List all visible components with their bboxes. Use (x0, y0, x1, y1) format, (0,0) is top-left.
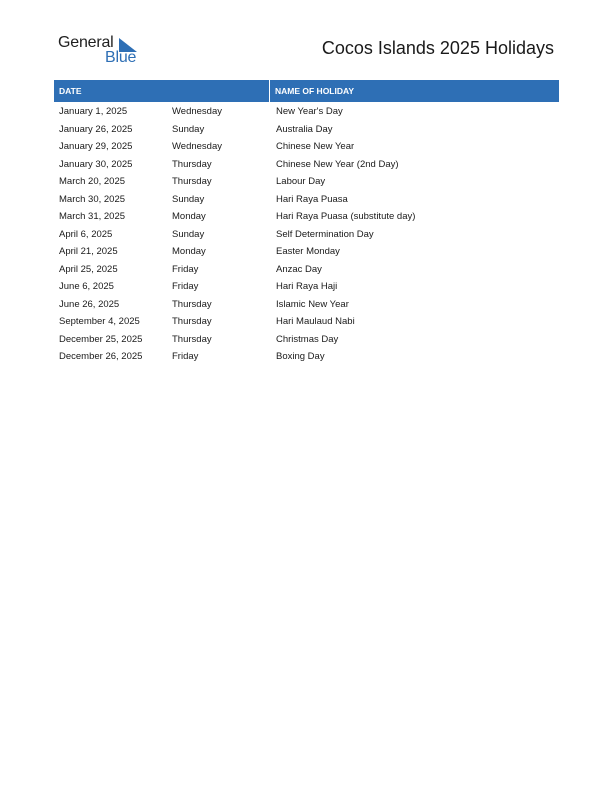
holiday-name-cell: Islamic New Year (276, 298, 349, 310)
holiday-date-cell: January 29, 2025 (59, 141, 133, 153)
holiday-name-cell: Hari Raya Puasa (276, 193, 348, 205)
holiday-weekday-cell: Thursday (172, 158, 212, 170)
holiday-date-cell: March 31, 2025 (59, 211, 126, 223)
table-row (54, 226, 559, 244)
holiday-weekday-cell: Monday (172, 246, 206, 258)
holiday-name-cell: Anzac Day (276, 263, 322, 275)
holiday-date-cell: September 4, 2025 (59, 316, 140, 328)
holiday-weekday-cell: Thursday (172, 298, 212, 310)
holiday-weekday-cell: Sunday (172, 123, 205, 135)
table-row (54, 191, 559, 209)
holiday-name-cell: New Year's Day (276, 106, 343, 118)
holiday-table (54, 80, 559, 366)
holiday-name-cell: Christmas Day (276, 333, 339, 345)
holiday-date-cell: April 25, 2025 (59, 263, 118, 275)
holiday-name-cell: Labour Day (276, 176, 326, 188)
holiday-weekday-cell: Sunday (172, 228, 205, 240)
table-header (54, 80, 559, 102)
table-row (54, 138, 559, 156)
holiday-weekday-cell: Wednesday (172, 106, 222, 118)
holiday-weekday-cell: Thursday (172, 316, 212, 328)
holiday-name-cell: Chinese New Year (276, 141, 355, 153)
holiday-weekday-cell: Thursday (172, 333, 212, 345)
logo-blue-text: Blue (105, 49, 137, 66)
holiday-date-cell: January 26, 2025 (59, 123, 133, 135)
holiday-date-cell: January 1, 2025 (59, 106, 128, 118)
table-row (54, 173, 559, 191)
holiday-weekday-cell: Monday (172, 211, 206, 223)
column-header-date: DATE (54, 80, 270, 102)
table-row (54, 208, 559, 226)
holiday-date-cell: April 21, 2025 (59, 246, 118, 258)
holiday-name-cell: Self Determination Day (276, 228, 374, 240)
holiday-date-cell: December 26, 2025 (59, 351, 143, 363)
holiday-name-cell: Hari Raya Puasa (substitute day) (276, 211, 416, 223)
table-row (54, 243, 559, 261)
holiday-weekday-cell: Friday (172, 263, 199, 275)
holiday-name-cell: Hari Raya Haji (276, 281, 338, 293)
table-row (54, 348, 559, 366)
holiday-date-cell: June 6, 2025 (59, 281, 114, 293)
table-row (54, 296, 559, 314)
holiday-weekday-cell: Friday (172, 351, 199, 363)
holiday-name-cell: Easter Monday (276, 246, 340, 258)
table-row (54, 121, 559, 139)
table-row (54, 331, 559, 349)
holiday-name-cell: Boxing Day (276, 351, 325, 363)
page-title: Cocos Islands 2025 Holidays (321, 38, 554, 58)
holiday-date-cell: March 30, 2025 (59, 193, 126, 205)
holiday-date-cell: January 30, 2025 (59, 158, 133, 170)
holiday-weekday-cell: Wednesday (172, 141, 222, 153)
holiday-name-cell: Australia Day (276, 123, 333, 135)
holiday-date-cell: June 26, 2025 (59, 298, 120, 310)
holiday-name-cell: Hari Maulaud Nabi (276, 316, 355, 328)
column-header-name: NAME OF HOLIDAY (275, 86, 355, 96)
logo (58, 34, 148, 68)
holiday-name-cell: Chinese New Year (2nd Day) (276, 158, 399, 170)
holiday-weekday-cell: Sunday (172, 193, 205, 205)
table-row (54, 103, 559, 121)
holiday-date-cell: March 20, 2025 (59, 176, 126, 188)
table-body (54, 102, 559, 366)
table-row (54, 156, 559, 174)
holiday-date-cell: April 6, 2025 (59, 228, 113, 240)
holiday-date-cell: December 25, 2025 (59, 333, 143, 345)
holiday-weekday-cell: Friday (172, 281, 199, 293)
table-row (54, 313, 559, 331)
table-row (54, 261, 559, 279)
logo-general-text: General (58, 34, 114, 51)
holiday-weekday-cell: Thursday (172, 176, 212, 188)
table-row (54, 278, 559, 296)
